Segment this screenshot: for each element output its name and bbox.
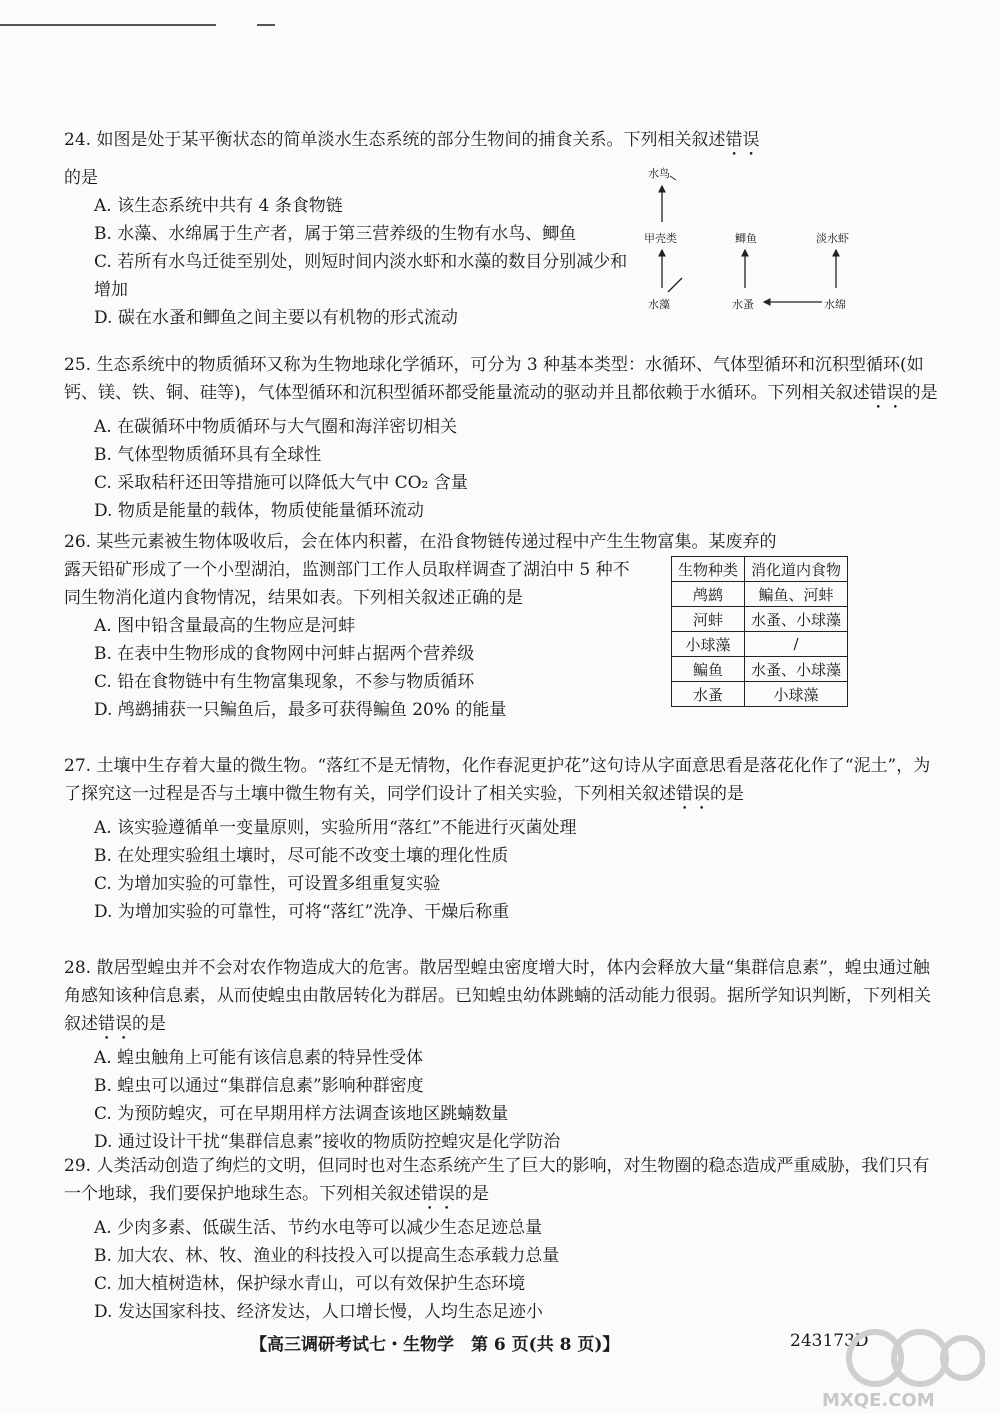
question-28 <box>64 954 940 1156</box>
table-cell: 水蚤 <box>672 682 745 707</box>
question-28-stem: 28. 散居型蝗虫并不会对农作物造成大的危害。散居型蝗虫密度增大时，体内会释放大量“集群信息素”，蝗虫通过触角感知该种信息素，从而使蝗虫由散居转化为群居。已知蝗虫幼体跳蝻的活动能力很弱。据所学知识判断，下列相关叙述错误的是 <box>64 958 931 1034</box>
option-d: D. 发达国家科技、经济发达，人口增长慢，人均生态足迹小 <box>94 1302 543 1322</box>
header-rule-short <box>257 24 275 26</box>
question-29-stem: 29. 人类活动创造了绚烂的文明，但同时也对生态系统产生了巨大的影响，对生物圈的稳态造成严重威胁，我们只有一个地球，我们要保护地球生态。下列相关叙述错误的是 <box>64 1156 930 1204</box>
option-b: B. 在表中生物形成的食物网中河蚌占据两个营养级 <box>94 644 475 664</box>
option-b: B. 气体型物质循环具有全球性 <box>94 445 322 465</box>
question-25-stem: 25. 生态系统中的物质循环又称为生物地球化学循环，可分为 3 种基本类型：水循环、气体型循环和沉积型循环(如钙、镁、铁、铜、硅等)，气体型循环和沉积型循环都受能量流动的驱动并且都依赖于水循环。下列相关叙述错误的是 <box>64 355 938 403</box>
table-cell: 鳊鱼 <box>672 657 745 682</box>
table-cell: 水蚤、小球藻 <box>745 657 848 682</box>
table-cell: 河蚌 <box>672 607 745 632</box>
option-a: A. 图中铅含量最高的生物应是河蚌 <box>94 616 356 636</box>
option-c: C. 加大植树造林，保护绿水青山，可以有效保护生态环境 <box>94 1274 526 1294</box>
question-26-stem-line1: 26. 某些元素被生物体吸收后，会在体内积蓄，在沿食物链传递过程中产生生物富集。某废弃的 <box>64 532 777 552</box>
option-a: A. 少肉多素、低碳生活、节约水电等可以减少生态足迹总量 <box>94 1218 543 1238</box>
node-crustacean: 甲壳类 <box>644 232 677 245</box>
option-d: D. 为增加实验的可靠性，可将“落红”洗净、干燥后称重 <box>94 902 510 922</box>
option-a: A. 该实验遵循单一变量原则，实验所用“落红”不能进行灭菌处理 <box>94 818 577 838</box>
exam-code: 243173D <box>790 1331 869 1351</box>
question-29 <box>64 1152 940 1326</box>
option-d: D. 鸬鹚捕获一只鳊鱼后，最多可获得鳊鱼 20% 的能量 <box>94 700 507 720</box>
option-c: C. 为增加实验的可靠性，可设置多组重复实验 <box>94 874 441 894</box>
table-row <box>672 607 848 632</box>
question-25 <box>64 351 940 525</box>
question-24-stem: 24. 如图是处于某平衡状态的简单淡水生态系统的部分生物间的捕食关系。下列相关叙述错误 <box>64 130 760 150</box>
table-header-species: 生物种类 <box>672 557 745 582</box>
error-emphasis: 错误 <box>98 1014 132 1034</box>
header-rule-long <box>0 24 216 26</box>
table-cell: 鸬鹚 <box>672 582 745 607</box>
food-table <box>671 556 848 707</box>
error-emphasis: 错误 <box>869 383 904 403</box>
node-spirogyra: 水绵 <box>824 298 846 311</box>
option-c: C. 采取秸秆还田等措施可以降低大气中 CO₂ 含量 <box>94 473 468 493</box>
node-daphnia: 水蚤 <box>732 298 754 311</box>
watermark-logo-icon <box>845 1318 985 1398</box>
table-header-food: 消化道内食物 <box>745 557 848 582</box>
option-b: B. 蝗虫可以通过“集群信息素”影响种群密度 <box>94 1076 424 1096</box>
option-a: A. 蝗虫触角上可能有该信息素的特异性受体 <box>94 1048 424 1068</box>
node-algae: 水藻 <box>648 298 670 311</box>
table-cell: 鳊鱼、河蚌 <box>745 582 848 607</box>
table-row <box>672 682 848 707</box>
option-c: C. 若所有水鸟迁徙至别处，则短时间内淡水虾和水藻的数目分别减少和增加 <box>94 252 628 300</box>
question-26-stem-rest: 露天铅矿形成了一个小型湖泊，监测部门工作人员取样调查了湖泊中 5 种不同生物消化道内食物情况，结果如表。下列相关叙述正确的是 <box>64 560 630 608</box>
question-27 <box>64 752 940 926</box>
table-row <box>672 657 848 682</box>
option-c: C. 为预防蝗灾，可在早期用样方法调查该地区跳蝻数量 <box>94 1104 509 1124</box>
table-cell: / <box>745 632 848 657</box>
question-27-stem: 27. 土壤中生存着大量的微生物。“落红不是无情物，化作春泥更护花”这句诗从字面意思看是落花化作了“泥土”，为了探究这一过程是否与土壤中微生物有关，同学们设计了相关实验，下列相关叙述错误的是 <box>64 756 931 804</box>
error-emphasis: 错误 <box>676 784 710 804</box>
error-emphasis: 错误 <box>421 1184 455 1204</box>
option-b: B. 加大农、林、牧、渔业的科技投入可以提高生态承载力总量 <box>94 1246 560 1266</box>
node-waterbird: 水鸟 <box>648 167 670 180</box>
table-header-row <box>672 557 848 582</box>
table-cell: 小球藻 <box>672 632 745 657</box>
option-d: D. 碳在水蚤和鲫鱼之间主要以有机物的形式流动 <box>94 308 458 328</box>
table-cell: 水蚤、小球藻 <box>745 607 848 632</box>
node-crucian: 鲫鱼 <box>735 232 757 245</box>
option-d: D. 物质是能量的载体，物质使能量循环流动 <box>94 501 424 521</box>
food-web-diagram <box>640 160 870 320</box>
table-cell: 小球藻 <box>745 682 848 707</box>
node-shrimp: 淡水虾 <box>816 232 849 245</box>
question-24-stem-end: 的是 <box>64 168 98 188</box>
table-row <box>672 582 848 607</box>
watermark-text: MXQE.COM <box>822 1390 935 1411</box>
page-footer-title: 【高三调研考试七・生物学 第 6 页(共 8 页)】 <box>250 1335 620 1355</box>
option-b: B. 在处理实验组土壤时，尽可能不改变土壤的理化性质 <box>94 846 509 866</box>
option-d: D. 通过设计干扰“集群信息素”接收的物质防控蝗灾是化学防治 <box>94 1132 561 1152</box>
error-emphasis: 错误 <box>725 130 760 150</box>
option-b: B. 水藻、水绵属于生产者，属于第三营养级的生物有水鸟、鲫鱼 <box>94 224 577 244</box>
option-c: C. 铅在食物链中有生物富集现象，不参与物质循环 <box>94 672 475 692</box>
option-a: A. 该生态系统中共有 4 条食物链 <box>94 196 343 216</box>
option-a: A. 在碳循环中物质循环与大气圈和海洋密切相关 <box>94 417 458 437</box>
table-row <box>672 632 848 657</box>
